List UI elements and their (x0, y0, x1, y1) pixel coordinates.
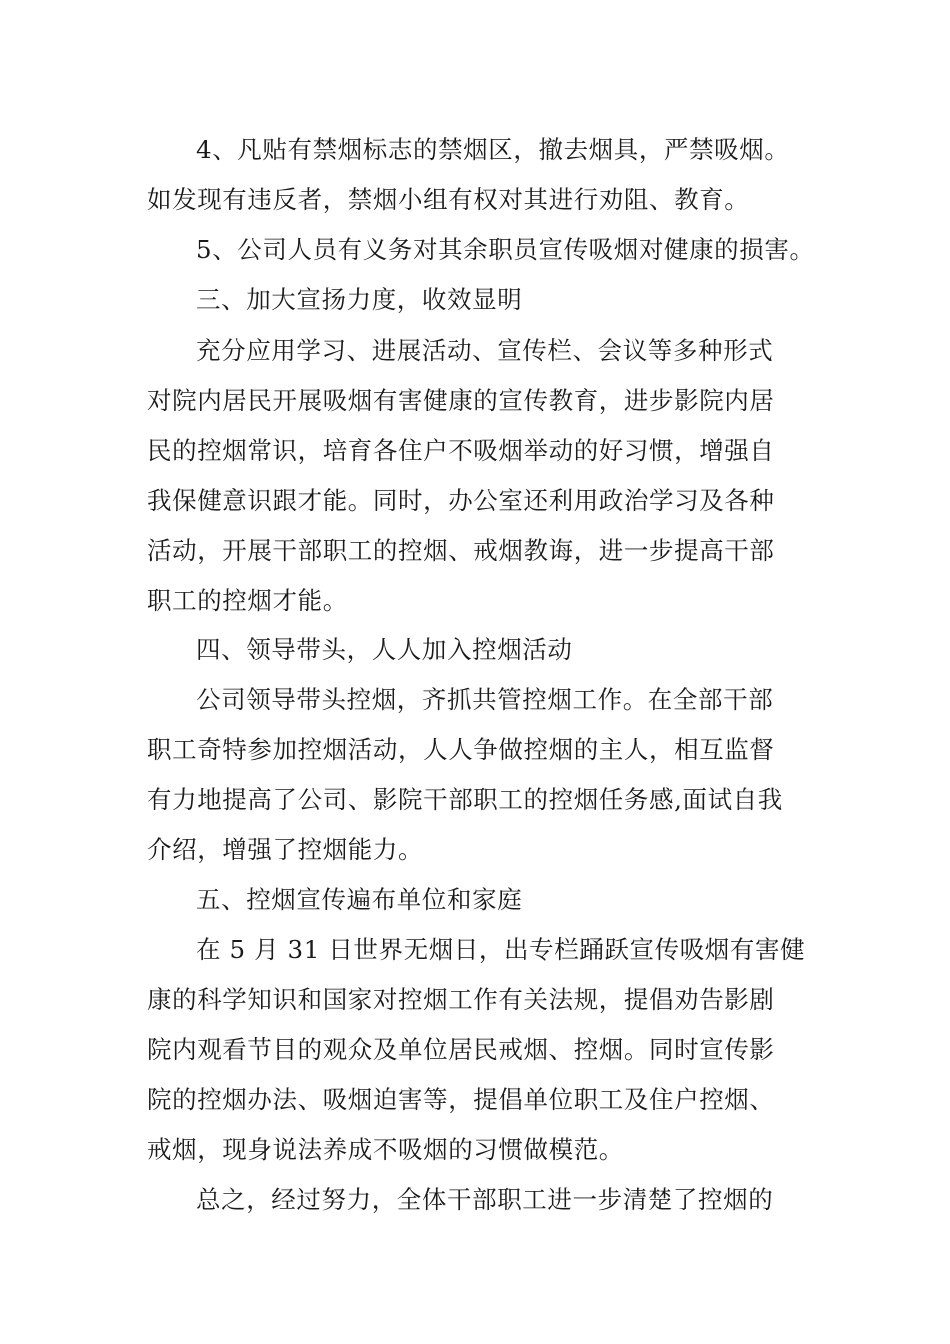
paragraph-line: 公司领导带头控烟，齐抓共管控烟工作。在全部干部 (196, 685, 774, 714)
section-heading: 五、控烟宣传遍布单位和家庭 (196, 885, 523, 914)
paragraph-line: 5、公司人员有义务对其余职员宣传吸烟对健康的损害。 (196, 235, 815, 264)
paragraph-line: 职工奇特参加控烟活动，人人争做控烟的主人，相互监督 (147, 735, 775, 764)
paragraph-line: 在 5 月 31 日世界无烟日，出专栏踊跃宣传吸烟有害健 (196, 935, 806, 964)
paragraph-line: 活动，开展干部职工的控烟、戒烟教诲，进一步提高干部 (147, 536, 775, 565)
paragraph-line: 总之，经过努力，全体干部职工进一步清楚了控烟的 (196, 1185, 774, 1214)
section-heading: 四、领导带头，人人加入控烟活动 (196, 635, 573, 664)
section-heading: 三、加大宣扬力度，收效显明 (196, 285, 523, 314)
paragraph-line: 如发现有违反者，禁烟小组有权对其进行劝阻、教育。 (147, 185, 750, 214)
paragraph-line: 职工的控烟才能。 (147, 586, 348, 615)
paragraph-line: 戒烟，现身说法养成不吸烟的习惯做模范。 (147, 1135, 624, 1164)
paragraph-line: 民的控烟常识，培育各住户不吸烟举动的好习惯，增强自 (147, 436, 775, 465)
paragraph-line: 院内观看节目的观众及单位居民戒烟、控烟。同时宣传影 (147, 1035, 775, 1064)
paragraph-line: 对院内居民开展吸烟有害健康的宣传教育，进步影院内居 (147, 386, 775, 415)
paragraph-line: 4、凡贴有禁烟标志的禁烟区，撤去烟具，严禁吸烟。 (196, 135, 790, 164)
paragraph-line: 有力地提高了公司、影院干部职工的控烟任务感,面试自我 (147, 785, 783, 814)
paragraph-line: 充分应用学习、进展活动、宣传栏、会议等多种形式 (196, 336, 774, 365)
paragraph-line: 介绍，增强了控烟能力。 (147, 835, 424, 864)
paragraph-line: 我保健意识跟才能。同时，办公室还利用政治学习及各种 (147, 486, 775, 515)
paragraph-line: 院的控烟办法、吸烟迫害等，提倡单位职工及住户控烟、 (147, 1085, 775, 1114)
paragraph-line: 康的科学知识和国家对控烟工作有关法规，提倡劝告影剧 (147, 985, 775, 1014)
